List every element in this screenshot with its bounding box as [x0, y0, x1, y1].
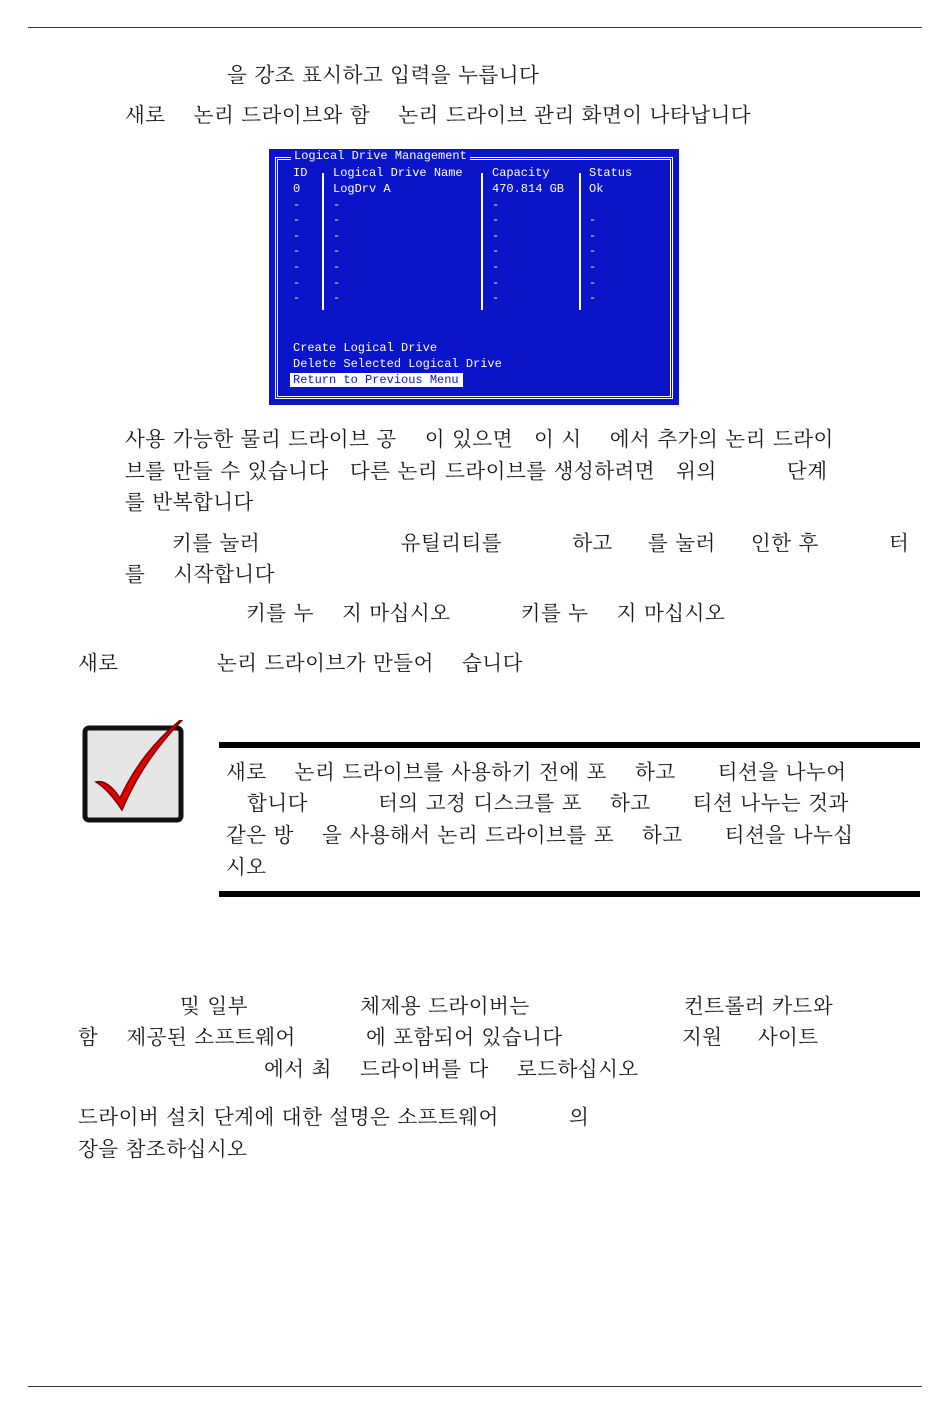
driver-install-text: 장을 참조하십시오	[78, 1137, 248, 1161]
driver-text: 및 일부 체제용 드라이버는 컨트롤러 카드와	[180, 994, 834, 1018]
row-capacity: -	[492, 260, 500, 274]
step-result-text: 새로 논리 드라이브와 함 논리 드라이브 관리 화면이 나타납니다	[125, 103, 752, 127]
row-name: LogDrv A	[333, 182, 391, 196]
row-name: -	[333, 213, 341, 228]
body-text: 키를 누 지 마십시오 키를 누 지 마십시오	[246, 601, 726, 625]
header-status: Status	[589, 166, 633, 180]
row-capacity: -	[492, 213, 500, 228]
row-id: -	[293, 244, 301, 259]
step-text: 을 강조 표시하고 입력을 누릅니다	[227, 63, 540, 87]
row-status: -	[589, 213, 597, 228]
header-capacity: Capacity	[492, 166, 550, 180]
screen-title: Logical Drive Management	[291, 149, 470, 165]
driver-install-text: 드라이버 설치 단계에 대한 설명은 소프트웨어 의	[78, 1105, 590, 1129]
row-id: -	[293, 213, 301, 228]
row-name: -	[333, 228, 341, 243]
note-top-rule	[219, 742, 920, 748]
body-text: 를 반복합니다	[125, 490, 254, 514]
row-id: 0	[293, 182, 301, 196]
row-name: -	[333, 197, 341, 212]
menu-return-previous[interactable]	[293, 373, 463, 389]
header-id: ID	[293, 166, 308, 180]
row-name: -	[333, 275, 341, 290]
note-text: 같은 방 을 사용해서 논리 드라이브를 포 하고 티션을 나누십	[226, 823, 854, 847]
row-id: -	[293, 291, 301, 306]
row-capacity: 470.814 GB	[492, 182, 565, 196]
row-status: -	[589, 244, 597, 259]
driver-text: 함 제공된 소프트웨어 에 포함되어 있습니다 지원 사이트	[78, 1025, 819, 1049]
column-divider	[322, 173, 324, 310]
note-bottom-rule	[219, 891, 920, 897]
body-text: 새로 논리 드라이브가 만들어 습니다	[78, 651, 523, 675]
row-id: -	[293, 228, 301, 243]
top-rule	[28, 27, 922, 28]
row-capacity: -	[492, 228, 500, 243]
row-status: -	[589, 291, 597, 306]
row-status: Ok	[589, 182, 604, 196]
menu-create-logical-drive[interactable]: Create Logical Drive	[293, 341, 438, 355]
checkmark-icon	[82, 720, 186, 824]
header-name: Logical Drive Name	[333, 166, 463, 180]
row-status: -	[589, 260, 597, 274]
note-text: 합니다 터의 고정 디스크를 포 하고 티션 나누는 것과	[226, 791, 849, 815]
row-id: -	[293, 260, 301, 274]
note-text: 시오	[226, 855, 267, 879]
row-capacity: -	[492, 275, 500, 290]
bottom-rule	[28, 1386, 922, 1387]
column-divider	[579, 173, 581, 310]
row-capacity: -	[492, 197, 500, 212]
note-text: 새로 논리 드라이브를 사용하기 전에 포 하고 티션을 나누어	[226, 760, 847, 784]
logical-drive-management-screen	[269, 149, 679, 405]
body-text: 를 시작합니다	[125, 562, 275, 586]
row-capacity: -	[492, 244, 500, 259]
row-id: -	[293, 275, 301, 290]
driver-text: 에서 최 드라이버를 다 로드하십시오	[264, 1057, 639, 1081]
row-status: -	[589, 228, 597, 243]
row-status: -	[589, 275, 597, 290]
row-capacity: -	[492, 291, 500, 306]
body-text: 키를 눌러 유틸리티를 하고 를 눌러 인한 후 터	[172, 531, 910, 555]
row-name: -	[333, 291, 341, 306]
row-name: -	[333, 260, 341, 274]
body-text: 브를 만들 수 있습니다 다른 논리 드라이브를 생성하려면 위의 단계	[125, 459, 828, 483]
menu-delete-logical-drive[interactable]: Delete Selected Logical Drive	[293, 357, 502, 371]
row-id: -	[293, 197, 301, 212]
column-divider	[481, 173, 483, 310]
menu-return-previous-label: Return to Previous Menu	[290, 373, 463, 387]
row-name: -	[333, 244, 341, 259]
body-text: 사용 가능한 물리 드라이브 공 이 있으면 이 시 에서 추가의 논리 드라이	[125, 427, 834, 451]
